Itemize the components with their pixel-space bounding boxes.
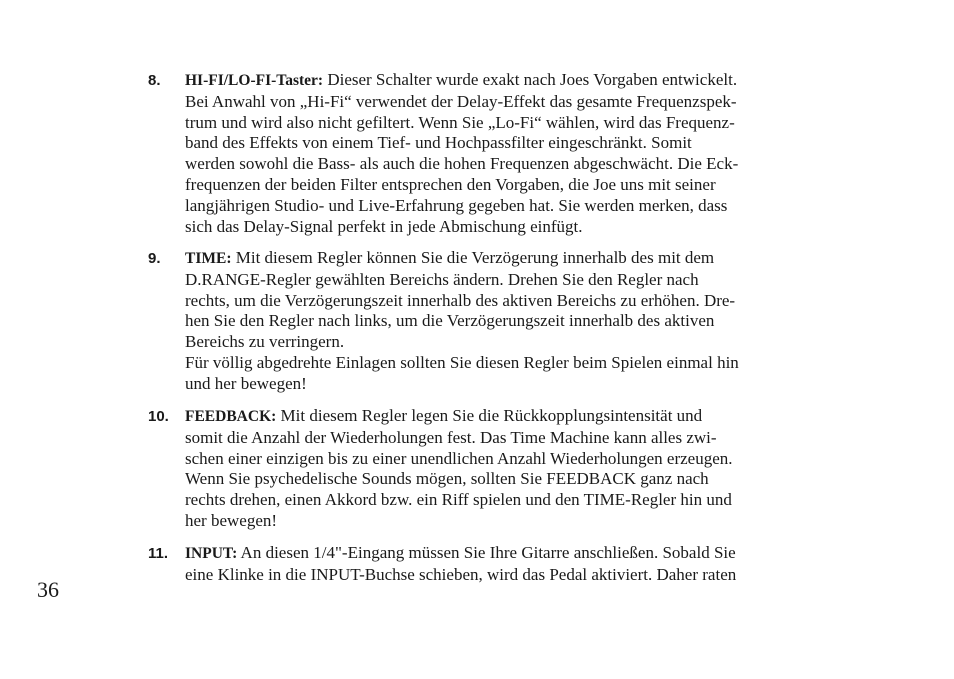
item-line: Wenn Sie psychedelische Sounds mögen, sollten Sie FEEDBACK ganz nach (185, 469, 709, 489)
item-line: Bereichs zu verringern. (185, 332, 345, 352)
item-line: und her bewegen! (185, 373, 307, 393)
item-line: somit die Anzahl der Wiederholungen fest. Das Time Machine kann alles zwi- (185, 427, 717, 447)
item-line: Für völlig abgedrehte Einlagen sollten Sie diesen Regler beim Spielen einmal hin (185, 352, 739, 372)
item-number: 10. (148, 408, 169, 425)
item-term: FEEDBACK: (185, 408, 277, 425)
item-line: hen Sie den Regler nach links, um die Verzögerungszeit innerhalb des aktiven (185, 311, 715, 331)
item-line: rechts, um die Verzögerungszeit innerhalb des aktiven Bereichs zu erhöhen. Dre- (185, 290, 736, 310)
item-line: eine Klinke in die INPUT-Buchse schieben, wird das Pedal aktiviert. Daher raten (185, 564, 737, 584)
item-body (185, 543, 855, 586)
item-line: INPUT: An diesen 1/4"-Eingang müssen Sie Ihre Gitarre anschließen. Sobald Sie (185, 543, 736, 562)
item-line: FEEDBACK: Mit diesem Regler legen Sie die Rückkopplungsintensität und (185, 406, 703, 425)
item-line: frequenzen der beiden Filter entsprechen den Vorgaben, die Joe uns mit seiner (185, 174, 716, 194)
item-line: HI-FI/LO-FI-Taster: Dieser Schalter wurde exakt nach Joes Vorgaben entwickelt. (185, 70, 738, 89)
item-line: sich das Delay-Signal perfekt in jede Abmischung einfügt. (185, 216, 583, 236)
item-number: 9. (148, 250, 161, 267)
item-term: INPUT: (185, 545, 238, 562)
item-body (185, 248, 855, 395)
item-line: schen einer einzigen bis zu einer unendlichen Anzahl Wiederholungen erzeugen. (185, 448, 733, 468)
item-line: rechts drehen, einen Akkord bzw. ein Riff spielen und den TIME-Regler hin und (185, 490, 732, 510)
page-number: 36 (37, 577, 59, 602)
item-line: trum und wird also nicht gefiltert. Wenn Sie „Lo-Fi“ wählen, wird das Frequenz- (185, 112, 735, 132)
item-body (185, 70, 855, 237)
item-number: 8. (148, 72, 161, 89)
item-line: her bewegen! (185, 510, 278, 530)
item-line: langjährigen Studio- und Live-Erfahrung gegeben hat. Sie werden merken, dass (185, 195, 728, 215)
item-number: 11. (148, 545, 169, 562)
item-line: D.RANGE-Regler gewählten Bereichs ändern. Drehen Sie den Regler nach (185, 269, 699, 289)
item-body (185, 406, 855, 532)
item-line: band des Effekts von einem Tief- und Hochpassfilter eingeschränkt. Somit (185, 133, 692, 153)
item-line: Bei Anwahl von „Hi-Fi“ verwendet der Delay-Effekt das gesamte Frequenzspek- (185, 91, 737, 111)
item-line: TIME: Mit diesem Regler können Sie die Verzögerung innerhalb des mit dem (185, 248, 715, 267)
item-term: HI-FI/LO-FI-Taster: (185, 72, 324, 89)
item-line: werden sowohl die Bass- als auch die hohen Frequenzen abgeschwächt. Die Eck- (185, 154, 739, 174)
item-term: TIME: (185, 250, 232, 267)
